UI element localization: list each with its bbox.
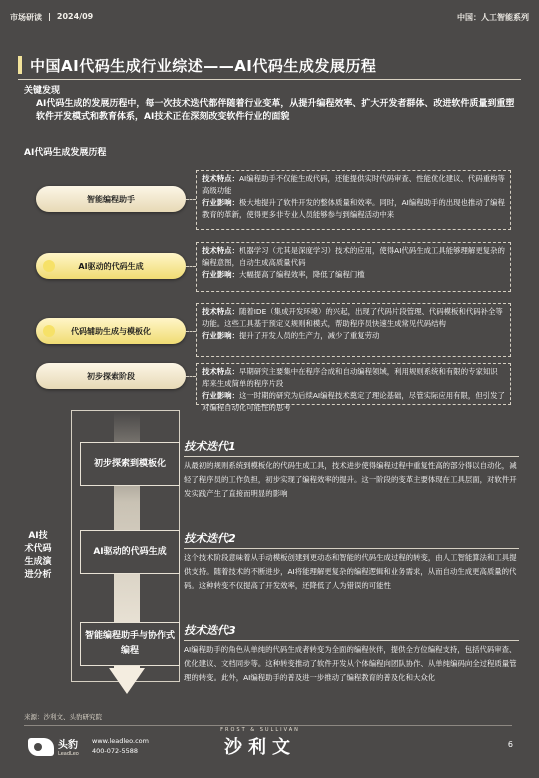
impact-label: 行业影响： (202, 270, 239, 279)
brand-name-en: LeadLeo (58, 751, 79, 757)
impact-text: 大幅提高了编程效率，降低了编程门槛 (238, 270, 365, 279)
iteration-divider (184, 456, 519, 457)
iteration-box-label: 初步探索到模板化 (93, 458, 166, 469)
frost-sullivan-logo (215, 727, 305, 759)
report-category: 市场研读 (10, 13, 42, 22)
contact-info (92, 736, 149, 756)
iteration-divider (184, 548, 519, 549)
website-link[interactable]: www.leadleo.com (92, 737, 149, 745)
phase-label: 初步探索阶段 (87, 371, 135, 381)
impact-label: 行业影响： (202, 198, 239, 207)
iteration-title-1: 技术迭代1 (184, 440, 236, 453)
iteration-box-1 (80, 442, 180, 486)
phase-pill-4 (36, 363, 186, 389)
tech-text: 机器学习（尤其是深度学习）技术的应用，使得AI代码生成工具能够理解更复杂的编程意图，自动生成高质量代码 (202, 246, 505, 267)
phase-detail-1 (196, 170, 511, 230)
leopard-logo-icon (28, 738, 54, 756)
impact-text: 这一时期的研究为后续AI编程技术奠定了理论基础，尽管实际应用有限，但引发了对编程自动化可能性的思考 (202, 391, 505, 412)
tech-text: 随着IDE（集成开发环境）的兴起，出现了代码片段管理、代码模板和代码补全等功能。这些工具基于预定义规则和模式，帮助程序员快速生成常见代码结构 (202, 307, 503, 328)
page-header (0, 0, 539, 46)
report-type (10, 12, 93, 23)
impact-label: 行业影响： (202, 331, 239, 340)
tech-label: 技术特点： (202, 367, 239, 376)
iteration-box-2 (80, 530, 180, 574)
phase-label: 智能编程助手 (87, 194, 135, 204)
key-findings-heading: 关键发现 (24, 86, 61, 96)
iteration-text-1: 从最初的规则系统到模板化的代码生成工具，技术进步使得编程过程中重复性高的部分得以自动化，减轻了程序员的工作负担，初步实现了编程效率的提升。这一阶段的变革主要体现在工具层面，对软件开发实践产生了直接而明显的影响 (184, 461, 517, 498)
tech-text: AI编程助手不仅能生成代码，还能提供实时代码审查、性能优化建议、代码重构等高级功能 (202, 174, 505, 195)
phase-dot-icon (43, 260, 55, 272)
iteration-vertical-label: AI技术代码生成演进分析 (24, 531, 52, 580)
iteration-title-3: 技术迭代3 (184, 624, 236, 637)
down-arrow-icon (109, 668, 145, 694)
report-date: 2024/09 (56, 12, 94, 21)
iteration-box-label: 智能编程助手与协作式编程 (84, 631, 175, 656)
iteration-title-2: 技术迭代2 (184, 532, 236, 545)
phase-detail-2 (196, 242, 511, 292)
iteration-box-3 (80, 622, 180, 666)
iteration-divider (184, 640, 519, 641)
phase-label: 代码辅助生成与模板化 (71, 326, 151, 336)
partner-name-cn: 沙利文 (224, 737, 296, 758)
brand-name-cn: 头豹 (58, 740, 78, 751)
phase-pill-2 (36, 253, 186, 279)
footer-divider (24, 725, 512, 726)
phone-number: 400-072-5588 (92, 747, 139, 755)
title-divider (18, 79, 521, 80)
iteration-text-2: 这个技术阶段意味着从手动模板创建到更动态和智能的代码生成过程的转变，由人工智能算法和工具提供支持。随着技术的不断进步，AI将能理解更复杂的编程逻辑和业务需求，从而自动生成更高质量的代码。这种转变不仅提高了开发效率，还降低了人为错误的可能性 (184, 553, 517, 590)
phase-dot-icon (43, 325, 55, 337)
phase-detail-3 (196, 303, 511, 357)
leadleo-logo (28, 736, 79, 757)
phase-pill-1 (36, 186, 186, 212)
iteration-box-label: AI驱动的代码生成 (93, 546, 167, 557)
tech-label: 技术特点： (202, 174, 239, 183)
key-findings-text: AI代码生成的发展历程中，每一次技术迭代都伴随着行业变革，从提升编程效率、扩大开发者群体、改进软件质量到重塑软件开发模式和教育体系，AI技术正在深刻改变软件行业的面貌 (36, 99, 515, 122)
header-separator: | (48, 12, 51, 21)
phase-connector (186, 266, 196, 267)
page-number: 6 (507, 740, 513, 749)
phase-detail-4 (196, 363, 511, 412)
impact-text: 提升了开发人员的生产力，减少了重复劳动 (238, 331, 380, 340)
phase-label: AI驱动的代码生成 (78, 261, 144, 271)
tech-label: 技术特点： (202, 307, 239, 316)
page-title: 中国AI代码生成行业综述——AI代码生成发展历程 (30, 56, 377, 75)
title-accent-bar (18, 56, 22, 74)
tech-label: 技术特点： (202, 246, 239, 255)
title-block (18, 54, 518, 76)
impact-label: 行业影响： (202, 391, 239, 400)
report-series: 中国：人工智能系列 (457, 13, 529, 22)
phase-connector (186, 199, 196, 200)
phase-connector (186, 376, 196, 377)
section-heading: AI代码生成发展历程 (24, 148, 107, 158)
impact-text: 极大地提升了软件开发的整体质量和效率。同时，AI编程助手的出现也推动了编程教育的革新，使得更多非专业人员能够参与到编程活动中来 (202, 198, 505, 219)
phase-pill-3 (36, 318, 186, 344)
tech-text: 早期研究主要集中在程序合成和自动编程领域，利用规则系统和有限的专家知识库来生成简单的程序片段 (202, 367, 498, 388)
partner-name-en: FROST & SULLIVAN (220, 727, 300, 733)
iteration-text-3: AI编程助手的角色从单纯的代码生成者转变为全面的编程伙伴，提供全方位编程支持，包括代码审查、优化建议、文档同步等。这种转变推动了软件开发从个体编程向团队协作、从单纯编码向全过程质量管理的转变。此外，AI编程助手的普及进一步推动了编程教育的普及化和大众化 (184, 645, 517, 682)
source-note: 来源：沙利文、头豹研究院 (24, 713, 102, 721)
phase-connector (186, 331, 196, 332)
